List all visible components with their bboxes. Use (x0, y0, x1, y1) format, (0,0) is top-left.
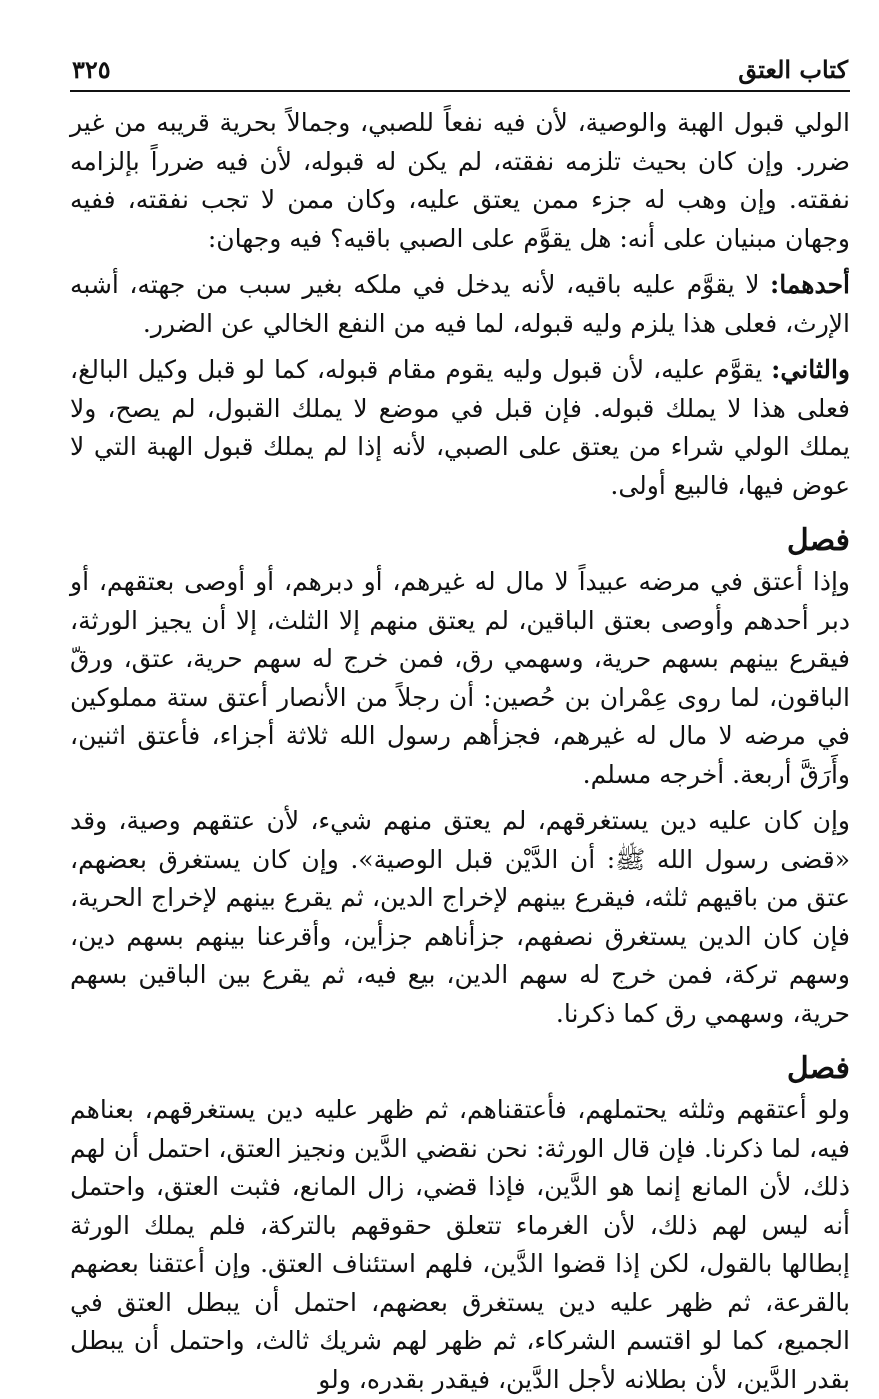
page-number: ٣٢٥ (72, 55, 111, 84)
paragraph-text: الولي قبول الهبة والوصية، لأن فيه نفعاً للصبي، وجمالاً بحرية قريبه من غير ضرر. وإن كان بحيث تلزمه نفقته، لم يكن له قبوله، لأن فيه ضرراً بإلزامه نفقته. وإن وهب له جزء ممن يعتق عليه، وكان ممن لا تجب نفقته، ففيه وجهان مبنيان على أنه: هل يقوَّم على الصبي باقيه؟ فيه وجهان: (70, 108, 850, 253)
paragraph-lead: أحدهما: (769, 270, 850, 299)
section-heading: فصل (786, 523, 850, 558)
running-title: كتاب العتق (738, 55, 848, 84)
paragraph-text: وإن كان عليه دين يستغرقهم، لم يعتق منهم شيء، لأن عتقهم وصية، وقد «قضى رسول الله ﷺ: أن الدَّيْن قبل الوصية». وإن كان يستغرق بعضهم، عتق من باقيهم ثلثه، فيقرع بينهم لإخراج الدين، ثم يقرع بينهم لإخراج الحرية، فإن كان الدين يستغرق نصفهم، جزأناهم جزأين، وأقرعنا بينهم بسهم دين، وسهم تركة، فمن خرج له سهم الدين، بيع فيه، ثم يقرع بين الباقين بسهم حرية، وسهمي رق كما ذكرنا. (70, 806, 850, 1028)
section-heading: فصل (786, 1051, 850, 1086)
paragraph (70, 802, 850, 1033)
book-page (70, 40, 850, 1394)
paragraph (70, 563, 850, 794)
paragraph (70, 104, 850, 258)
paragraph (70, 1091, 850, 1399)
body-text (70, 104, 850, 1399)
paragraph-text: لا يقوَّم عليه باقيه، لأنه يدخل في ملكه بغير سبب من جهته، أشبه الإرث، فعلى هذا يلزم وليه قبوله، لما فيه من النفع الخالي عن الضرر. (70, 270, 850, 338)
paragraph-text: وإذا أعتق في مرضه عبيداً لا مال له غيرهم، أو دبرهم، أو أوصى بعتقهم، أو دبر أحدهم وأوصى بعتق الباقين، لم يعتق منهم إلا الثلث، إلا أن يجيز الورثة، فيقرع بينهم بسهم حرية، وسهمي رق، فمن خرج له سهم حرية، عتق، ورقّ الباقون، لما روى عِمْران بن حُصين: أن رجلاً من الأنصار أعتق ستة مملوكين في مرضه لا مال له غيرهم، فجزأهم رسول الله ثلاثة أجزاء، فأعتق اثنين، وأَرَقَّ أربعة. أخرجه مسلم. (70, 567, 850, 789)
paragraph (70, 266, 850, 343)
paragraph-text: ولو أعتقهم وثلثه يحتملهم، فأعتقناهم، ثم ظهر عليه دين يستغرقهم، بعناهم فيه، لما ذكرنا. فإن قال الورثة: نحن نقضي الدَّين ونجيز العتق، احتمل أن لهم ذلك، لأن المانع إنما هو الدَّين، فإذا قضي، زال المانع، فثبت العتق، واحتمل أنه ليس لهم ذلك، لأن الغرماء تتعلق حقوقهم بالتركة، فلم يملك الورثة إبطالها بالقول، لكن إذا قضوا الدَّين، فلهم استئناف العتق. وإن أعتقنا بعضهم بالقرعة، ثم ظهر عليه دين يستغرق بعضهم، احتمل أن يبطل العتق في الجميع، كما لو اقتسم الشركاء، ثم ظهر لهم شريك ثالث، واحتمل أن يبطل بقدر الدَّين، لأن بطلانه لأجل الدَّين، فيقدر بقدره، ولو (70, 1095, 850, 1394)
paragraph-text: يقوَّم عليه، لأن قبول وليه يقوم مقام قبوله، كما لو قبل وكيل البالغ، فعلى هذا لا يملك قبوله. فإن قبل في موضع لا يملك القبول، لم يصح، ولا يملك الولي شراء من يعتق على الصبي، لأنه إذا لم يملك قبول الهبة التي لا عوض فيها، فالبيع أولى. (70, 355, 850, 500)
running-header (70, 40, 850, 92)
paragraph (70, 351, 850, 505)
paragraph-lead: والثاني: (771, 355, 850, 384)
